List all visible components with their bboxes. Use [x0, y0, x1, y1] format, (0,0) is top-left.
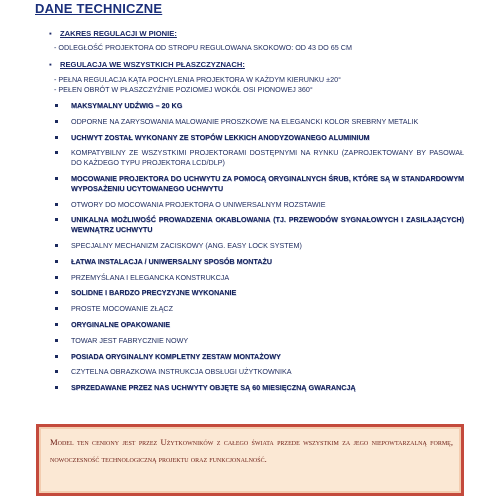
bullet-icon: ▪ — [49, 60, 52, 69]
feature-item — [54, 367, 464, 377]
feature-text: CZYTELNA OBRAZKOWA INSTRUKCJA OBSŁUGI UŻYTKOWNIKA — [71, 367, 292, 377]
feature-item — [54, 133, 464, 143]
vertical-adjustment-line: - ODLEGŁOŚĆ PROJEKTORA OD STROPU REGULOWANA SKOKOWO: OD 43 DO 65 CM — [54, 43, 352, 52]
feature-list — [54, 101, 464, 393]
feature-item — [54, 273, 464, 283]
feature-item — [54, 241, 464, 251]
bullet-icon — [55, 177, 58, 180]
feature-item — [54, 215, 464, 235]
bullet-icon — [55, 104, 58, 107]
feature-text: ŁATWA INSTALACJA / UNIWERSALNY SPOSÓB MONTAŻU — [71, 256, 272, 266]
feature-text: UCHWYT ZOSTAŁ WYKONANY ZE STOPÓW LEKKICH ANODYZOWANEGO ALUMINIUM — [71, 132, 370, 142]
bullet-icon — [55, 151, 58, 154]
bullet-icon — [55, 307, 58, 310]
bullet-icon — [55, 291, 58, 294]
note-box — [36, 424, 464, 496]
bullet-icon — [55, 323, 58, 326]
bullet-icon — [55, 203, 58, 206]
feature-item — [54, 336, 464, 346]
feature-item — [54, 304, 464, 314]
bullet-icon — [55, 276, 58, 279]
feature-item — [54, 320, 464, 330]
bullet-icon — [55, 355, 58, 358]
feature-text: TOWAR JEST FABRYCZNIE NOWY — [71, 335, 189, 345]
section-title-vertical-adjustment: ▪ ZAKRES REGULACJI W PIONIE: — [49, 29, 177, 38]
bullet-icon — [55, 218, 58, 221]
feature-text: OTWORY DO MOCOWANIA PROJEKTORA O UNIWERSALNYM ROZSTAWIE — [71, 199, 326, 209]
feature-item — [54, 200, 464, 210]
feature-item — [54, 257, 464, 267]
feature-text: UNIKALNA MOŻLIWOŚĆ PROWADZENIA OKABLOWANIA (TJ. PRZEWODÓW SYGNAŁOWYCH I ZASILAJĄCYCH) WEWNĄTRZ UCHWYTU — [71, 215, 464, 235]
feature-item — [54, 117, 464, 127]
feature-text: PRZEMYŚLANA I ELEGANCKA KONSTRUKCJA — [71, 272, 230, 282]
feature-item — [54, 352, 464, 362]
feature-text: PROSTE MOCOWANIE ZŁĄCZ — [71, 304, 173, 314]
feature-text: ODPORNE NA ZARYSOWANIA MALOWANIE PROSZKOWE NA ELEGANCKI KOLOR SREBRNY METALIK — [71, 116, 419, 126]
section-title-all-planes-adjustment: ▪ REGULACJA WE WSZYSTKICH PŁASZCZYZNACH: — [49, 60, 245, 69]
bullet-icon — [55, 386, 58, 389]
feature-item — [54, 148, 464, 168]
feature-text: SPRZEDAWANE PRZEZ NAS UCHWYTY OBJĘTE SĄ 60 MIESIĘCZNĄ GWARANCJĄ — [71, 383, 356, 393]
tilt-adjustment-line: - PEŁNA REGULACJA KĄTA POCHYLENIA PROJEKTORA W KAŻDYM KIERUNKU ±20° — [54, 75, 341, 84]
feature-text: ORYGINALNE OPAKOWANIE — [71, 319, 171, 329]
page-title: DANE TECHNICZNE — [35, 1, 163, 16]
feature-text: KOMPATYBILNY ZE WSZYSTKIMI PROJEKTORAMI DOSTĘPNYMI NA RYNKU (ZAPROJEKTOWANY BY PASOWAŁ DO KAŻDEGO TYPU PROJEKTORA LCD/DLP) — [71, 148, 464, 168]
note-text: Model ten ceniony jest przez Użytkowników z całego świata przede wszystkim za jego niepowtarzalną formę, nowoczesność technologiczną projektu oraz funkcjonalność. — [50, 437, 453, 464]
bullet-icon — [55, 244, 58, 247]
bullet-icon — [55, 339, 58, 342]
feature-text: MOCOWANIE PROJEKTORA DO UCHWYTU ZA POMOCĄ ORYGINALNYCH ŚRUB, KTÓRE SĄ W STANDARDOWYM WYPOSAŻENIU UCYTOWANEGO UCHWYTU — [71, 173, 464, 193]
feature-item — [54, 383, 464, 393]
bullet-icon: ▪ — [49, 29, 52, 38]
feature-item — [54, 101, 464, 111]
feature-item — [54, 174, 464, 194]
bullet-icon — [55, 136, 58, 139]
feature-text: MAKSYMALNY UDŹWIG – 20 KG — [71, 101, 183, 110]
feature-text: SPECJALNY MECHANIZM ZACISKOWY (ANG. EASY LOCK SYSTEM) — [71, 240, 302, 250]
feature-item — [54, 288, 464, 298]
rotation-adjustment-line: - PEŁEN OBRÓT W PŁASZCZYŹNIE POZIOMEJ WOKÓŁ OSI PIONOWEJ 360° — [54, 85, 313, 94]
bullet-icon — [55, 370, 58, 373]
feature-text: POSIADA ORYGINALNY KOMPLETNY ZESTAW MONTAŻOWY — [71, 351, 281, 361]
feature-text: SOLIDNE I BARDZO PRECYZYJNE WYKONANIE — [71, 288, 237, 298]
bullet-icon — [55, 120, 58, 123]
bullet-icon — [55, 260, 58, 263]
